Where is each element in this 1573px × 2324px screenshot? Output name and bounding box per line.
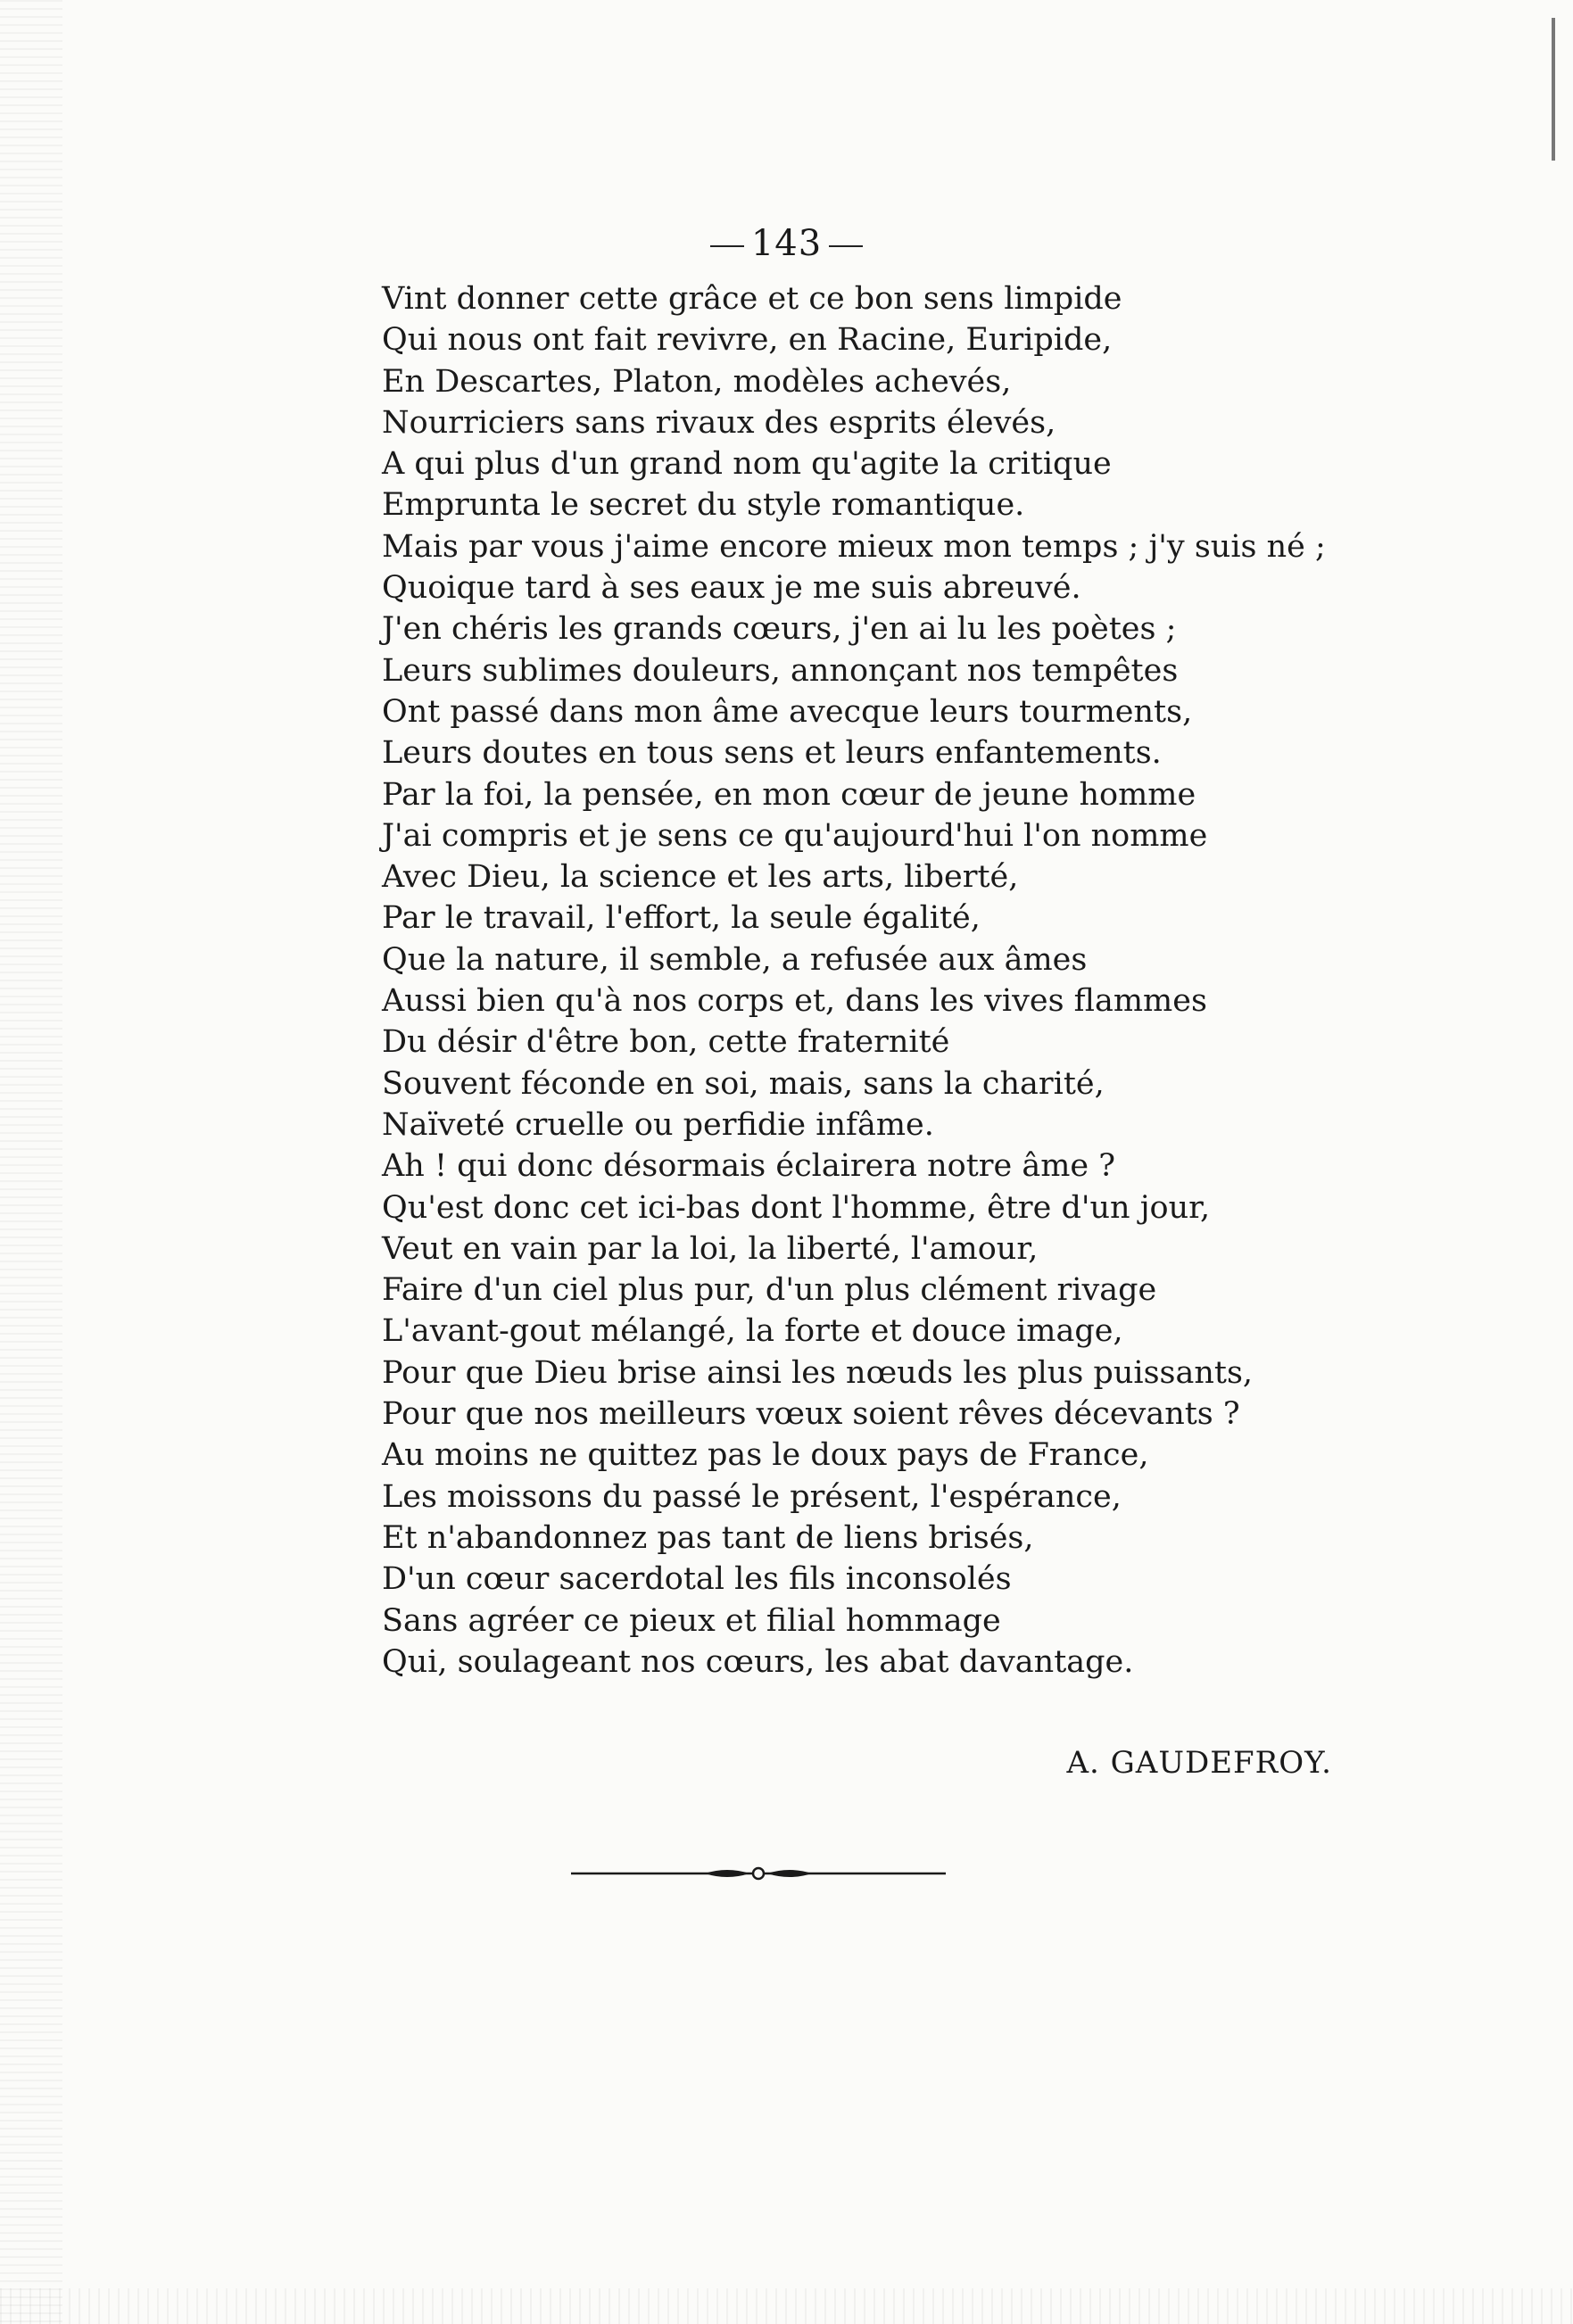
poem-line: Qui, soulageant nos cœurs, les abat davantage. xyxy=(382,1643,1134,1680)
poem-line: Au moins ne quittez pas le doux pays de France, xyxy=(382,1437,1149,1474)
poem-line: L'avant-gout mélangé, la forte et douce image, xyxy=(382,1313,1123,1350)
page-number xyxy=(0,223,1573,264)
poem-line: Par la foi, la pensée, en mon cœur de jeune homme xyxy=(382,776,1196,813)
poem-line: Du désir d'être bon, cette fraternité xyxy=(382,1024,950,1061)
poem-line: Pour que Dieu brise ainsi les nœuds les plus puissants, xyxy=(382,1354,1254,1391)
poem-line: Avec Dieu, la science et les arts, liberté, xyxy=(382,859,1019,896)
poem-line: A qui plus d'un grand nom qu'agite la critique xyxy=(382,446,1112,483)
poem-line: Sans agréer ce pieux et filial hommage xyxy=(382,1602,1001,1639)
poem-line: Qu'est donc cet ici-bas dont l'homme, être d'un jour, xyxy=(382,1189,1211,1226)
scan-edge-left xyxy=(0,0,62,2324)
poem-line: Mais par vous j'aime encore mieux mon temps ; j'y suis né ; xyxy=(382,528,1326,565)
poem-line: Emprunta le secret du style romantique. xyxy=(382,487,1025,524)
poem-line: Ah ! qui donc désormais éclairera notre âme ? xyxy=(382,1148,1116,1185)
poem-line: Et n'abandonnez pas tant de liens brisés, xyxy=(382,1519,1034,1556)
poem-line: D'un cœur sacerdotal les fils inconsolés xyxy=(382,1561,1012,1598)
poem-line: Vint donner cette grâce et ce bon sens limpide xyxy=(382,281,1122,317)
page-number-dash-left xyxy=(710,245,744,247)
poem-line: Nourriciers sans rivaux des esprits élevés, xyxy=(382,404,1056,441)
poem-line: Par le travail, l'effort, la seule égalité, xyxy=(382,900,981,937)
poem-line: Qui nous ont fait revivre, en Racine, Euripide, xyxy=(382,322,1113,359)
page-number-dash-right xyxy=(829,245,863,247)
poem-text xyxy=(382,278,1399,1683)
end-ornament xyxy=(571,1865,946,1882)
poem-line: Quoique tard à ses eaux je me suis abreuvé. xyxy=(382,570,1081,607)
poem-line: J'ai compris et je sens ce qu'aujourd'hui l'on nomme xyxy=(382,817,1208,854)
poem-line: Ont passé dans mon âme avecque leurs tourments, xyxy=(382,693,1193,730)
poem-line: Naïveté cruelle ou perfidie infâme. xyxy=(382,1106,934,1143)
scan-edge-bottom xyxy=(0,2288,1573,2324)
page-number-text: 143 xyxy=(750,223,823,264)
poem-line: Les moissons du passé le présent, l'espérance, xyxy=(382,1478,1122,1515)
poem-line: Aussi bien qu'à nos corps et, dans les vives flammes xyxy=(382,983,1207,1020)
poem-line: Faire d'un ciel plus pur, d'un plus clément rivage xyxy=(382,1272,1157,1309)
poem-line: Que la nature, il semble, a refusée aux âmes xyxy=(382,941,1088,978)
poem-line: En Descartes, Platon, modèles achevés, xyxy=(382,363,1012,400)
poem-line: J'en chéris les grands cœurs, j'en ai lu les poètes ; xyxy=(382,611,1177,648)
poem-line: Veut en vain par la loi, la liberté, l'amour, xyxy=(382,1230,1039,1267)
poem-line: Leurs sublimes douleurs, annonçant nos tempêtes xyxy=(382,652,1179,689)
author-signature: A. GAUDEFROY. xyxy=(1066,1745,1332,1781)
poem-line: Leurs doutes en tous sens et leurs enfantements. xyxy=(382,735,1162,772)
poem-line: Pour que nos meilleurs vœux soient rêves décevants ? xyxy=(382,1396,1240,1433)
scan-edge-right xyxy=(1552,18,1555,161)
poem-line: Souvent féconde en soi, mais, sans la charité, xyxy=(382,1065,1105,1102)
